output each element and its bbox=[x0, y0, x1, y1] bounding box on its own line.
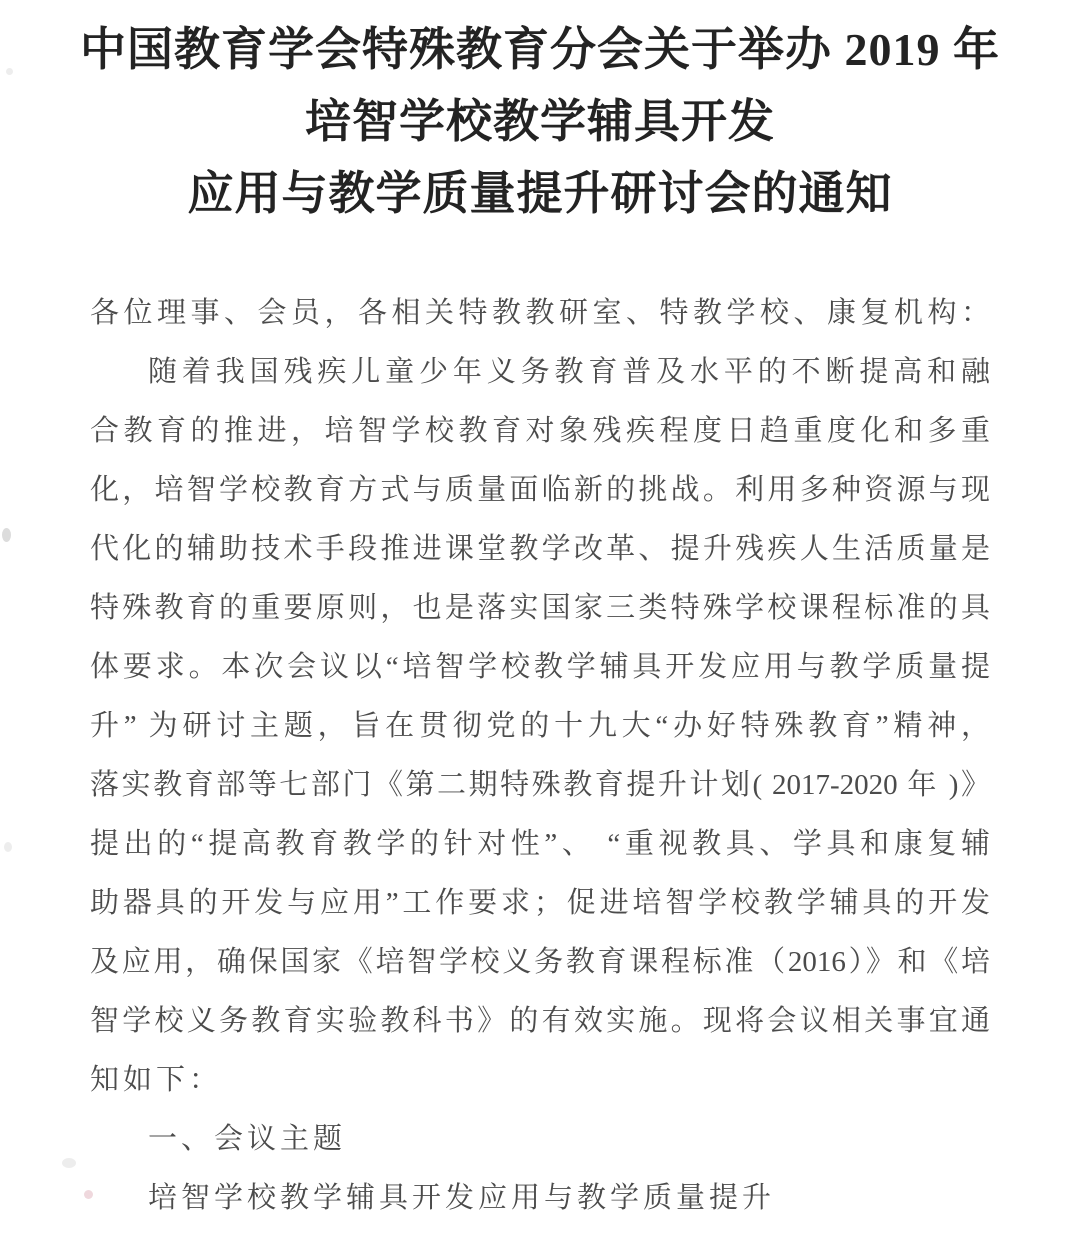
body-line: 提出的“提高教育教学的针对性”、 “重视教具、学具和康复辅 bbox=[90, 828, 990, 860]
body-line: 知如下： bbox=[90, 1064, 223, 1096]
section-content: 培智学校教学辅具开发应用与教学质量提升 bbox=[148, 1182, 776, 1214]
title-line-3: 应用与教学质量提升研讨会的通知 bbox=[187, 168, 893, 219]
body-line: 代化的辅助技术手段推进课堂教学改革、提升残疾人生活质量是 bbox=[90, 533, 990, 565]
scan-artifact bbox=[4, 842, 12, 852]
body-line: 化，培智学校教育方式与质量面临新的挑战。利用多种资源与现 bbox=[90, 474, 990, 506]
body-line: 体要求。本次会议以“培智学校教学辅具开发应用与教学质量提 bbox=[90, 651, 990, 683]
document-body bbox=[90, 284, 990, 1228]
scan-artifact bbox=[62, 1158, 76, 1168]
body-line: 升” 为研讨主题，旨在贯彻党的十九大“办好特殊教育”精神， bbox=[90, 710, 990, 742]
body-line: 随着我国残疾儿童少年义务教育普及水平的不断提高和融 bbox=[148, 356, 990, 388]
body-line: 合教育的推进，培智学校教育对象残疾程度日趋重度化和多重 bbox=[90, 415, 990, 447]
salutation-line: 各位理事、会员，各相关特教教研室、特教学校、康复机构： bbox=[90, 297, 990, 329]
title-line-2: 培智学校教学辅具开发 bbox=[305, 96, 775, 147]
document-title bbox=[0, 0, 1080, 230]
body-line: 落实教育部等七部门《第二期特殊教育提升计划( 2017-2020 年 )》 bbox=[90, 769, 990, 801]
body-line: 特殊教育的重要原则，也是落实国家三类特殊学校课程标准的具 bbox=[90, 592, 990, 624]
body-line: 智学校义务教育实验教科书》的有效实施。现将会议相关事宜通 bbox=[90, 1005, 990, 1037]
body-line: 及应用，确保国家《培智学校义务教育课程标准（2016）》和《培 bbox=[90, 946, 990, 978]
body-line: 助器具的开发与应用”工作要求；促进培智学校教学辅具的开发 bbox=[90, 887, 990, 919]
section-heading: 一、会议主题 bbox=[148, 1123, 347, 1155]
title-line-1: 中国教育学会特殊教育分会关于举办 2019 年 bbox=[80, 24, 1000, 75]
scan-artifact bbox=[2, 528, 11, 542]
